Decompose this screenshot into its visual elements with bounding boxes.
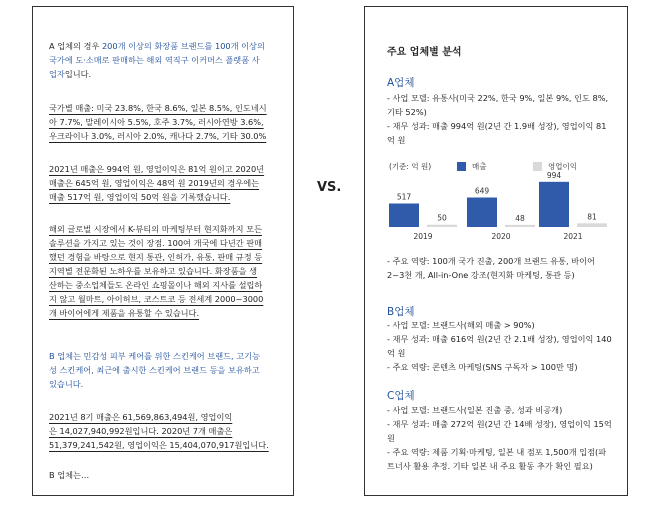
company-a-detail-line-2: 기타 52%) [387, 107, 427, 117]
strengths-a-line-7: 개 바이어에게 제품을 유통할 수 있습니다. [49, 308, 200, 318]
bar-profit-2021 [577, 223, 607, 227]
strengths-a-line-5: 산하는 중소업체들도 온라인 쇼핑몰이나 해외 지사를 설립하 [49, 280, 263, 290]
company-c-detail-line-2: - 재무 성과: 매출 272억 원(2년 간 14배 성장), 영업이익 15억 [387, 419, 612, 429]
financials-a-line-3: 매출 517억 원, 영업이익 50억 원을 기록했습니다. [49, 192, 231, 202]
company-a-detail-line-1: - 사업 모델: 유통사(미국 22%, 한국 9%, 일본 9%, 인도 8%, [387, 93, 609, 103]
company-b-heading: B업체 [387, 306, 415, 318]
analysis-card [364, 6, 628, 496]
company-a-intro [49, 39, 277, 81]
company-c-detail-line-4: - 주요 역량: 제품 기획·마케팅, 일본 내 점포 1,500개 입점(파 [387, 447, 607, 457]
legend-label-profit: 영업이익 [548, 162, 577, 171]
company-a-detail-line-4: 억 원 [387, 135, 406, 145]
company-b-detail-line-1: - 사업 모델: 브랜드사(해외 매출 > 90%) [387, 320, 535, 330]
company-a-detail-line-3: - 재무 성과: 매출 994억 원(2년 간 1.9배 성장), 영업이익 81 [387, 121, 607, 131]
intro-line-1: A 업체의 경우 200개 이상의 화장품 브랜드를 100개 이상의 [49, 41, 265, 51]
unit-note: (기준: 억 원) [389, 162, 432, 171]
company-b-details [387, 318, 613, 374]
company-a-capability-line-2: 2~3천 개, All-in-One 강조(현지화 마케팅, 통관 등) [387, 270, 575, 280]
strengths-a-line-2: 솔루션을 가지고 있는 것이 장점. 100여 개국에 다년간 판매 [49, 238, 263, 248]
financials-b-line-2: 은 14,027,940,992원입니다. 2020년 7개 매출은 [49, 426, 233, 436]
country-sales-paragraph [49, 101, 277, 143]
country-sales-line-3: 우크라이나 3.0%, 러시아 2.0%, 캐나다 2.7%, 기타 30.0% [49, 131, 267, 141]
company-a-heading: A업체 [387, 77, 415, 89]
financials-b-paragraph [49, 410, 277, 452]
bar-revenue-2021 [539, 182, 569, 227]
data-label-profit-2019: 50 [437, 213, 447, 223]
financials-a-line-2: 매출은 645억 원, 영업이익은 48억 원 2019년의 경우에는 [49, 178, 260, 188]
company-c-details [387, 403, 613, 473]
x-tick-2021: 2021 [563, 232, 583, 241]
bar-revenue-2019 [389, 204, 419, 228]
x-tick-2020: 2020 [491, 232, 511, 241]
strengths-a-line-3: 했던 경험을 바탕으로 현지 통관, 인허가, 유통, 판매 규정 등 [49, 252, 263, 262]
x-tick-2019: 2019 [413, 232, 433, 241]
company-b-detail-line-4: - 주요 역량: 콘텐츠 마케팅(SNS 구독자 > 100만 명) [387, 362, 578, 372]
company-b-intro-line-3: 있습니다. [49, 379, 84, 389]
country-sales-line-2: 아 7.7%, 말레이시아 5.5%, 호주 3.7%, 러시아연방 3.6%, [49, 117, 264, 127]
revenue-profit-chart [385, 153, 617, 249]
financials-a-paragraph [49, 162, 277, 204]
strengths-a-line-1: 해외 글로벌 시장에서 K-뷰티의 마케팅부터 현지화까지 모든 [49, 224, 262, 234]
financials-b-line-1: 2021년 8기 매출은 61,569,863,494원, 영업이익 [49, 412, 233, 422]
company-b-intro-line-2: 성 스킨케어, 최근에 출시한 스킨케어 브랜드 등을 보유하고 [49, 365, 260, 375]
company-b-intro-line-1: B 업체는 민감성 피부 케어를 위한 스킨케어 브랜드, 고기능 [49, 351, 260, 361]
left-notes-card [32, 6, 294, 496]
company-a-details [387, 91, 613, 147]
company-c-heading: C업체 [387, 390, 415, 402]
intro-line-2: 국가에 도·소매로 판매하는 해외 역직구 이커머스 플랫폼 사 [49, 55, 260, 65]
company-c-detail-line-3: 원 [387, 433, 395, 443]
financials-a-line-1: 2021년 매출은 994억 원, 영업이익은 81억 원이고 2020년 [49, 164, 265, 174]
company-b-intro [49, 349, 277, 391]
financials-b-line-3: 51,379,241,542원, 영업이익은 15,404,070,917원입니다. [49, 440, 269, 450]
company-a-capabilities [387, 254, 613, 282]
legend-label-revenue: 매출 [472, 162, 487, 171]
data-label-profit-2021: 81 [587, 212, 597, 222]
company-b-detail-line-3: 억 원 [387, 348, 406, 358]
strengths-a-line-6: 지 않고 월마트, 아이허브, 코스트코 등 전세계 2000~3000 [49, 294, 264, 304]
data-label-revenue-2020: 649 [474, 186, 490, 196]
company-c-detail-line-5: 트너사 활용 추정. 기타 일본 내 주요 활동 추가 확인 필요) [387, 461, 593, 471]
bar-revenue-2020 [467, 198, 497, 228]
chart-plot-area [389, 171, 607, 241]
strengths-a-paragraph [49, 222, 277, 320]
legend-swatch-revenue [457, 162, 466, 171]
company-b-detail-line-2: - 재무 성과: 매출 616억 원(2년 간 2.1배 성장), 영업이익 140 [387, 334, 612, 344]
company-a-capability-line-1: - 주요 역량: 100개 국가 진출, 200개 브랜드 유통, 바이어 [387, 256, 595, 266]
data-label-revenue-2019: 517 [396, 192, 412, 202]
strengths-a-line-4: 지역별 전문화된 노하우를 보유하고 있습니다. 화장품을 생 [49, 266, 258, 276]
data-label-revenue-2021: 994 [546, 170, 562, 180]
intro-line-3: 업자입니다. [49, 69, 92, 79]
bar-profit-2020 [505, 225, 535, 227]
data-label-profit-2020: 48 [515, 213, 525, 223]
bar-profit-2019 [427, 225, 457, 227]
legend-swatch-profit [533, 162, 542, 171]
analysis-title: 주요 업체별 분석 [387, 47, 462, 58]
company-c-detail-line-1: - 사업 모델: 브랜드사(일본 진출 중, 성과 비공개) [387, 405, 563, 415]
vs-label: VS. [317, 180, 342, 195]
country-sales-line-1: 국가별 매출: 미국 23.8%, 한국 8.6%, 일본 8.5%, 인도네시 [49, 103, 267, 113]
company-b-continued: B 업체는… [49, 470, 90, 480]
